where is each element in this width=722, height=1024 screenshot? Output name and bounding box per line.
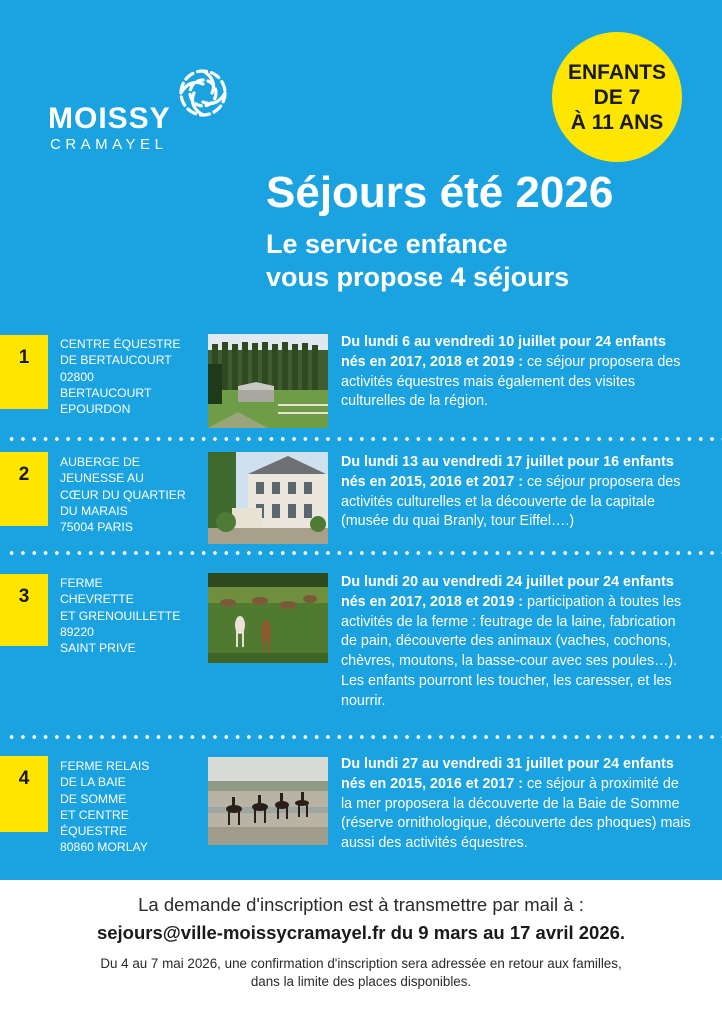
place-line: EPOURDON [60,402,131,417]
place-line: 80860 MORLAY [60,840,148,855]
badge-line: À 11 ANS [570,110,664,134]
subtitle-line: Le service enfance [266,229,508,259]
beach-riders-photo [208,757,328,845]
sejour-text: participation à toutes les activités de la ferme : feutrage de la laine, fabrication de pain, découverte des animaux (vaches, cochons, chèvres, moutons, la basse-cour avec ses poules…). Les enfants pourront les toucher, les caresser, et les nourrir. [341,593,682,709]
place-line: FERME [60,576,103,590]
place-line: ET GRENOUILLETTE [60,608,181,623]
place-line: JEUNESSE AU [60,471,144,486]
sejour-description [341,755,691,854]
place-line: CŒUR DU QUARTIER [60,487,186,502]
sejour-dates: Du lundi 6 au vendredi 10 juillet pour 24 enfants nés en 2017, 2018 et 2019 : [341,334,666,370]
sejour-place [60,575,202,656]
logo-swirl-icon [172,62,234,124]
confirmation-line: dans la limite des places disponibles. [250,974,472,989]
badge-line: ENFANTS [567,60,666,84]
equestrian-centre-photo [208,334,328,428]
page-title: Séjours été 2026 [266,168,614,217]
youth-hostel-photo [208,452,328,544]
place-line: DE SOMME [60,791,127,806]
dotted-separator [6,551,722,555]
page-subtitle [266,228,569,294]
sejour-place [60,454,202,535]
sejour-description [341,453,691,532]
place-line: DU MARAIS [60,503,128,518]
sejour-number: 3 [0,574,48,646]
place-line: ÉQUESTRE [60,824,128,839]
confirmation-line: Du 4 au 7 mai 2026, une confirmation d'inscription sera adressée en retour aux familles, [100,956,622,971]
registration-instruction: La demande d'inscription est à transmettre par mail à : [138,894,584,915]
place-line: 75004 PARIS [60,520,133,535]
dotted-separator [6,735,722,739]
sejour-place [60,758,202,856]
farm-animals-photo [208,573,328,663]
logo-word: MOISSY [48,102,171,135]
sejour-description [341,333,691,412]
sejour-dates: Du lundi 13 au vendredi 17 juillet pour 16 enfants nés en 2015, 2016 et 2017 : [341,454,674,490]
sejour-text: ce séjour à proximité de la mer proposera la découverte de la Baie de Somme (réserve ornithologique, découverte des phoques) mais aussi des activités équestres. [341,775,691,852]
place-line: AUBERGE DE [60,455,140,469]
place-line: DE LA BAIE [60,775,126,790]
sejour-number: 1 [0,335,48,409]
sejour-text: ce séjour proposera des activités culturelles et la découverte de la capitale (musée du quai Branly, tour Eiffel….) [341,473,681,530]
age-badge [552,32,682,162]
dotted-separator [6,437,722,441]
confirmation-note [0,955,722,991]
place-line: SAINT PRIVE [60,641,136,656]
place-line: ET CENTRE [60,807,129,822]
logo-subtitle: CRAMAYEL [50,136,168,153]
place-line: CENTRE ÉQUESTRE [60,337,181,351]
sejour-number: 4 [0,756,48,832]
sejour-number: 2 [0,452,48,526]
place-line: FERME RELAIS [60,759,150,773]
sejour-text: ce séjour proposera des activités équestres mais également des visites culturelles de la région. [341,353,681,410]
sejour-dates: Du lundi 20 au vendredi 24 juillet pour 24 enfants nés en 2017, 2018 et 2019 : [341,574,674,610]
badge-line: DE 7 [593,85,641,109]
sejour-dates: Du lundi 27 au vendredi 31 juillet pour 24 enfants nés en 2015, 2016 et 2017 : [341,756,674,792]
sejour-description [341,573,691,712]
place-line: BERTAUCOURT [60,385,152,400]
place-line: DE BERTAUCOURT [60,353,172,368]
place-line: 89220 [60,624,94,639]
registration-email-and-dates: sejours@ville-moissycramayel.fr du 9 mars au 17 avril 2026. [96,922,626,943]
sejour-place [60,336,202,417]
place-line: 02800 [60,369,94,384]
place-line: CHEVRETTE [60,592,134,607]
subtitle-line: vous propose 4 séjours [266,262,570,292]
